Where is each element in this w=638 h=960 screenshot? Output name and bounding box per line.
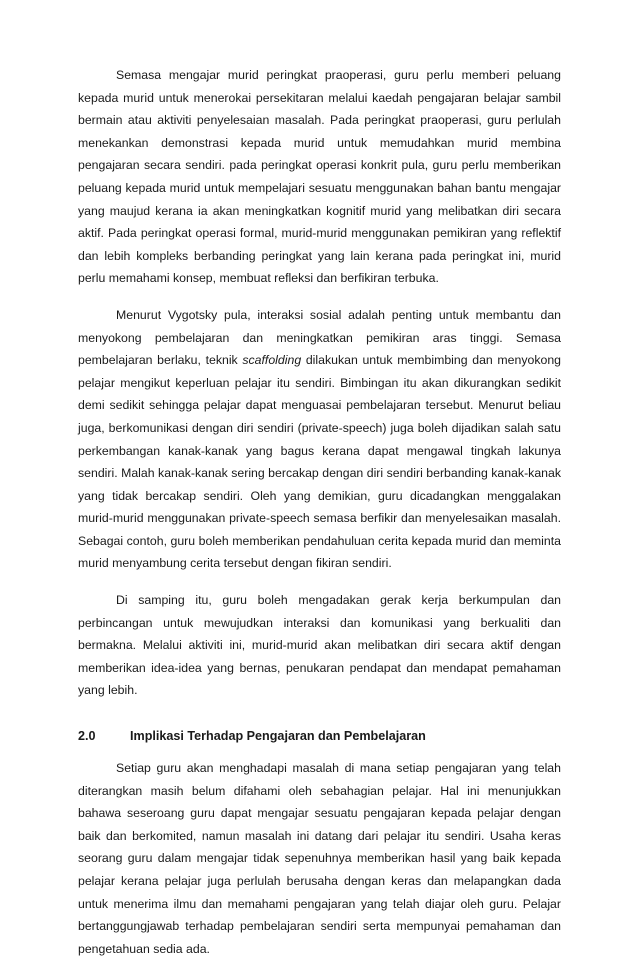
section-title: Implikasi Terhadap Pengajaran dan Pembelajaran (130, 729, 426, 744)
section-heading (78, 726, 561, 746)
document-page (78, 64, 561, 960)
paragraph-gerak-kerja: Di samping itu, guru boleh mengadakan gerak kerja berkumpulan dan perbincangan untuk mewujudkan interaksi dan komunikasi yang berkualiti dan bermakna. Melalui aktiviti ini, murid-murid akan melibatkan diri secara aktif dengan memberikan idea-idea yang bernas, penukaran pendapat dan mendapat pemahaman yang lebih. (78, 593, 561, 698)
scaffolding-term: scaffolding (242, 353, 302, 368)
paragraph-vygotsky-text-end: dilakukan untuk membimbing dan menyokong pelajar mengikut keperluan pelajar itu sendiri. Bimbingan itu akan dikurangkan sedikit demi sedikit sehingga pelajar dapat menguasai pembelajaran tersebut. Menurut beliau juga, berkomunikasi dengan diri sendiri (private-speech) juga boleh dijadikan salah satu perkembangan kanak-kanak yang bagus kerana dapat mengawal tingkah lakunya sendiri. Malah kanak-kanak sering bercakap dengan diri sendiri berbanding kanak-kanak yang tidak bercakap sendiri. Oleh yang demikian, guru dicadangkan menggalakan murid-murid menggunakan private-speech semasa berfikir dan menyelesaikan masalah. Sebagai contoh, guru boleh memberikan pendahuluan cerita kepada murid dan meminta murid menyambung cerita tersebut dengan fikiran sendiri. (78, 353, 561, 571)
paragraph-vygotsky (78, 304, 561, 575)
paragraph-vygotsky-text-start: Menurut Vygotsky pula, interaksi sosial adalah penting untuk membantu dan menyokong pembelajaran dan meningkatkan pemikiran aras tinggi. Semasa pembelajaran berlaku, teknik (78, 307, 561, 368)
paragraph-praoperasi: Semasa mengajar murid peringkat praoperasi, guru perlu memberi peluang kepada murid untuk menerokai persekitaran melalui kaedah pengajaran belajar sambil bermain atau aktiviti penyelesaian masalah. Pada peringkat praoperasi, guru perlulah menekankan demonstrasi kepada murid untuk memudahkan murid membina pengajaran secara sendiri. pada peringkat operasi konkrit pula, guru perlu memberikan peluang kepada murid untuk mempelajari sesuatu menggunakan bahan bantu mengajar yang maujud kerana ia akan meningkatkan kognitif murid yang melibatkan diri secara aktif. Pada peringkat operasi formal, murid-murid menggunakan pemikiran yang reflektif dan lebih kompleks berbanding peringkat yang lain kerana pada peringkat ini, murid perlu memahami konsep, membuat refleksi dan berfikiran terbuka. (78, 68, 561, 286)
paragraph-implikasi: Setiap guru akan menghadapi masalah di mana setiap pengajaran yang telah diterangkan masih belum difahami oleh sebahagian pelajar. Hal ini menunjukkan bahawa seseroang guru dapat mengajar sesuatu pengajaran kepada pelajar dengan baik dan berkomited, namun masalah ini datang dari pelajar itu sendiri. Usaha keras seorang guru dalam mengajar tidak sepenuhnya memberikan hasil yang baik kepada pelajar kerana pelajar juga perlulah berusaha dengan keras dan melapangkan dada untuk menerima ilmu dan memahami pengajaran yang telah diajar oleh guru. Pelajar bertanggungjawab terhadap pembelajaran sendiri serta mempunyai pemahaman dan pengetahuan sedia ada. (78, 761, 561, 956)
section-number: 2.0 (78, 729, 96, 744)
